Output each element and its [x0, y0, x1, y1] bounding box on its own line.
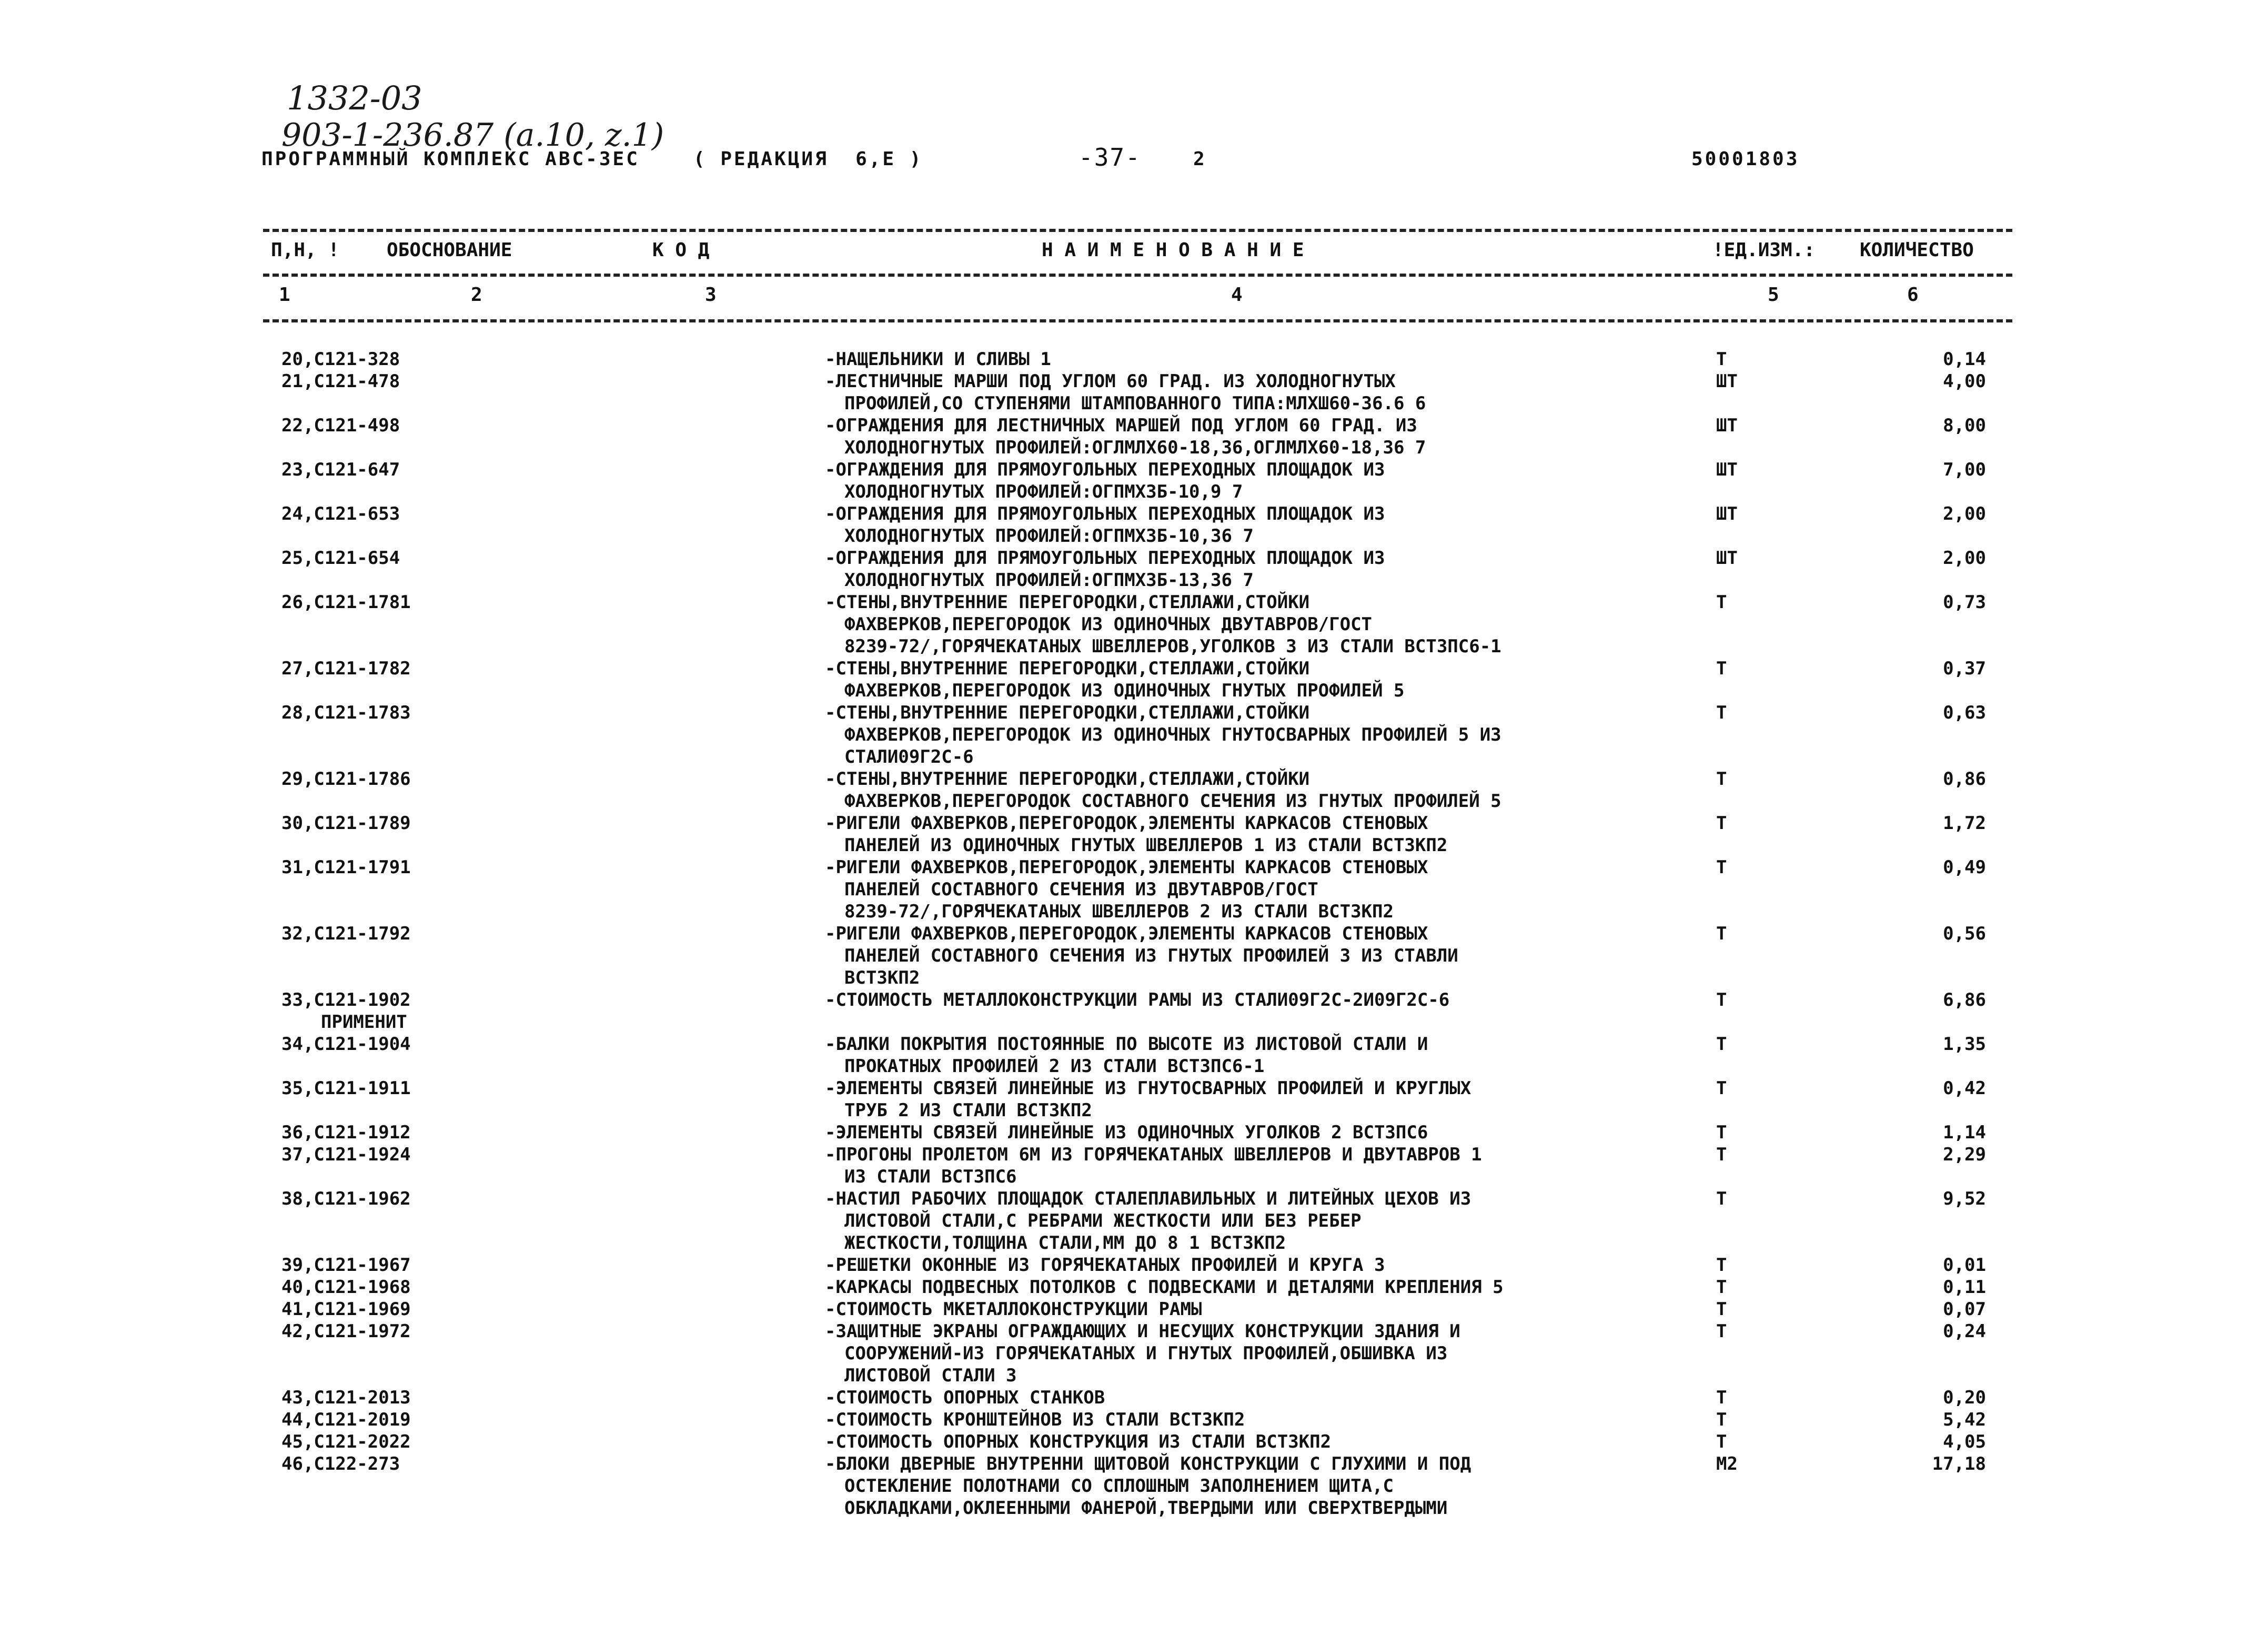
row-name-line: -ОГРАЖДЕНИЯ ДЛЯ ПРЯМОУГОЛЬНЫХ ПЕРЕХОДНЫХ ПЛОЩАДОК ИЗ	[825, 503, 1385, 524]
row-name-line: -ЭЛЕМЕНТЫ СВЯЗЕЙ ЛИНЕЙНЫЕ ИЗ ОДИНОЧНЫХ УГОЛКОВ 2 ВСТ3ПС6	[825, 1122, 1428, 1143]
row-name-line: ХОЛОДНОГНУТЫХ ПРОФИЛЕЙ:ОГПМХ3Б-10,36 7	[844, 526, 1254, 547]
row-unit: Т	[1716, 769, 1727, 790]
row-unit: Т	[1716, 1277, 1727, 1298]
row-qty: 0,37	[1943, 658, 1986, 679]
row-ref: 21,С121-478	[281, 371, 400, 392]
col-header-qty: КОЛИЧЕСТВО	[1860, 239, 1974, 261]
row-name-line: -СТОИМОСТЬ ОПОРНЫХ СТАНКОВ	[825, 1387, 1105, 1408]
handwritten-project-code: 903-1-236.87 (a.10, z.1)	[281, 117, 664, 154]
row-qty: 0,73	[1943, 592, 1986, 613]
row-name-line: -РИГЕЛИ ФАХВЕРКОВ,ПЕРЕГОРОДОК,ЭЛЕМЕНТЫ КАРКАСОВ СТЕНОВЫХ	[825, 813, 1428, 834]
row-name-line: -ПРОГОНЫ ПРОЛЕТОМ 6М ИЗ ГОРЯЧЕКАТАНЫХ ШВЕЛЛЕРОВ И ДВУТАВРОВ 1	[825, 1144, 1482, 1165]
row-ref: 29,С121-1786	[281, 769, 411, 790]
row-name-line: -СТЕНЫ,ВНУТРЕННИЕ ПЕРЕГОРОДКИ,СТЕЛЛАЖИ,СТОЙКИ	[825, 658, 1310, 679]
row-unit: Т	[1716, 1144, 1727, 1165]
row-unit: Т	[1716, 813, 1727, 834]
row-qty: 17,18	[1932, 1453, 1986, 1474]
row-qty: 0,42	[1943, 1078, 1986, 1099]
row-name-line: ПРОКАТНЫХ ПРОФИЛЕЙ 2 ИЗ СТАЛИ ВСТ3ПС6-1	[844, 1056, 1265, 1077]
row-name-line: -ОГРАЖДЕНИЯ ДЛЯ ЛЕСТНИЧНЫХ МАРШЕЙ ПОД УГЛОМ 60 ГРАД. ИЗ	[825, 415, 1417, 436]
row-name-line: ВСТ3КП2	[844, 967, 920, 988]
row-qty: 1,14	[1943, 1122, 1986, 1143]
col-header-code: К О Д	[652, 239, 710, 261]
row-unit: Т	[1716, 989, 1727, 1011]
row-qty: 0,11	[1943, 1277, 1986, 1298]
row-name-line: ФАХВЕРКОВ,ПЕРЕГОРОДОК ИЗ ОДИНОЧНЫХ ДВУТАВРОВ/ГОСТ	[844, 614, 1373, 635]
row-name-line: ЛИСТОВОЙ СТАЛИ 3	[844, 1365, 1017, 1386]
row-name-line: ФАХВЕРКОВ,ПЕРЕГОРОДОК ИЗ ОДИНОЧНЫХ ГНУТЫХ ПРОФИЛЕЙ 5	[844, 680, 1405, 701]
row-qty: 8,00	[1943, 415, 1986, 436]
row-name-line: -НАЩЕЛЬНИКИ И СЛИВЫ 1	[825, 349, 1051, 370]
edition-label: ( РЕДАКЦИЯ 6,Е )	[693, 148, 923, 170]
row-unit: ШТ	[1716, 415, 1738, 436]
row-ref: 23,С121-647	[281, 459, 400, 480]
row-ref: 40,С121-1968	[281, 1277, 411, 1298]
document-id: 50001803	[1691, 148, 1800, 170]
row-name-line: ХОЛОДНОГНУТЫХ ПРОФИЛЕЙ:ОГПМХ3Б-13,36 7	[844, 570, 1254, 591]
row-name-line: ОСТЕКЛЕНИЕ ПОЛОТНАМИ СО СПЛОШНЫМ ЗАПОЛНЕНИЕМ ЩИТА,С	[844, 1476, 1394, 1497]
row-qty: 2,29	[1943, 1144, 1986, 1165]
row-ref-note: ПРИМЕНИТ	[321, 1012, 407, 1033]
row-ref: 35,С121-1911	[281, 1078, 411, 1099]
row-qty: 1,35	[1943, 1034, 1986, 1055]
row-name-line: -РИГЕЛИ ФАХВЕРКОВ,ПЕРЕГОРОДОК,ЭЛЕМЕНТЫ КАРКАСОВ СТЕНОВЫХ	[825, 923, 1428, 944]
row-qty: 0,63	[1943, 702, 1986, 723]
row-ref: 43,С121-2013	[281, 1387, 411, 1408]
row-name-line: ФАХВЕРКОВ,ПЕРЕГОРОДОК СОСТАВНОГО СЕЧЕНИЯ ИЗ ГНУТЫХ ПРОФИЛЕЙ 5	[844, 791, 1501, 812]
row-name-line: -СТОИМОСТЬ МКЕТАЛЛОКОНСТРУКЦИИ РАМЫ	[825, 1299, 1202, 1320]
row-name-line: СТАЛИ09Г2С-6	[844, 746, 974, 767]
row-ref: 30,С121-1789	[281, 813, 411, 834]
col-index-2: 2	[471, 284, 482, 306]
row-name-line: -БАЛКИ ПОКРЫТИЯ ПОСТОЯННЫЕ ПО ВЫСОТЕ ИЗ ЛИСТОВОЙ СТАЛИ И	[825, 1034, 1428, 1055]
row-ref: 27,С121-1782	[281, 658, 411, 679]
row-qty: 0,01	[1943, 1255, 1986, 1276]
row-name-line: -СТОИМОСТЬ ОПОРНЫХ КОНСТРУКЦИЯ ИЗ СТАЛИ ВСТ3КП2	[825, 1431, 1332, 1452]
row-ref: 39,С121-1967	[281, 1255, 411, 1276]
row-qty: 0,56	[1943, 923, 1986, 944]
row-qty: 0,14	[1943, 349, 1986, 370]
col-header-num: П,Н, !	[271, 239, 340, 261]
row-ref: 34,С121-1904	[281, 1034, 411, 1055]
row-name-line: -ЛЕСТНИЧНЫЕ МАРШИ ПОД УГЛОМ 60 ГРАД. ИЗ ХОЛОДНОГНУТЫХ	[825, 371, 1396, 392]
row-ref: 31,С121-1791	[281, 857, 411, 878]
row-name-line: 8239-72/,ГОРЯЧЕКАТАНЫХ ШВЕЛЛЕРОВ,УГОЛКОВ 3 ИЗ СТАЛИ ВСТ3ПС6-1	[844, 636, 1501, 657]
row-qty: 0,86	[1943, 769, 1986, 790]
program-title: ПРОГРАММНЫЙ КОМПЛЕКС АВС-3ЕС	[261, 148, 640, 170]
row-unit: ШТ	[1716, 503, 1738, 524]
handwritten-top-number: 1332-03	[287, 79, 422, 117]
row-name-line: СООРУЖЕНИЙ-ИЗ ГОРЯЧЕКАТАНЫХ И ГНУТЫХ ПРОФИЛЕЙ,ОБШИВКА ИЗ	[844, 1343, 1448, 1364]
row-ref: 22,С121-498	[281, 415, 400, 436]
row-unit: Т	[1716, 1299, 1727, 1320]
row-unit: Т	[1716, 1122, 1727, 1143]
row-ref: 24,С121-653	[281, 503, 400, 524]
row-unit: Т	[1716, 1188, 1727, 1209]
row-ref: 33,С121-1902	[281, 989, 411, 1011]
row-ref: 42,С121-1972	[281, 1321, 411, 1342]
row-ref: 37,С121-1924	[281, 1144, 411, 1165]
row-qty: 9,52	[1943, 1188, 1986, 1209]
row-qty: 1,72	[1943, 813, 1986, 834]
col-header-name: Н А И М Е Н О В А Н И Е	[1042, 239, 1304, 261]
row-name-line: -НАСТИЛ РАБОЧИХ ПЛОЩАДОК СТАЛЕПЛАВИЛЬНЫХ И ЛИТЕЙНЫХ ЦЕХОВ ИЗ	[825, 1188, 1471, 1209]
row-ref: 25,С121-654	[281, 548, 400, 569]
row-ref: 32,С121-1792	[281, 923, 411, 944]
row-name-line: ТРУБ 2 ИЗ СТАЛИ ВСТ3КП2	[844, 1100, 1092, 1121]
row-name-line: -РИГЕЛИ ФАХВЕРКОВ,ПЕРЕГОРОДОК,ЭЛЕМЕНТЫ КАРКАСОВ СТЕНОВЫХ	[825, 857, 1428, 878]
row-name-line: -РЕШЕТКИ ОКОННЫЕ ИЗ ГОРЯЧЕКАТАНЫХ ПРОФИЛЕЙ И КРУГА 3	[825, 1255, 1385, 1276]
row-unit: М2	[1716, 1453, 1738, 1474]
row-unit: Т	[1716, 1431, 1727, 1452]
row-unit: Т	[1716, 1409, 1727, 1430]
row-name-line: 8239-72/,ГОРЯЧЕКАТАНЫХ ШВЕЛЛЕРОВ 2 ИЗ СТАЛИ ВСТ3КП2	[844, 901, 1394, 922]
row-unit: Т	[1716, 1387, 1727, 1408]
row-name-line: -СТЕНЫ,ВНУТРЕННИЕ ПЕРЕГОРОДКИ,СТЕЛЛАЖИ,СТОЙКИ	[825, 769, 1310, 790]
row-name-line: -СТЕНЫ,ВНУТРЕННИЕ ПЕРЕГОРОДКИ,СТЕЛЛАЖИ,СТОЙКИ	[825, 702, 1310, 723]
row-qty: 0,20	[1943, 1387, 1986, 1408]
row-name-line: -ЗАЩИТНЫЕ ЭКРАНЫ ОГРАЖДАЮЩИХ И НЕСУЩИХ КОНСТРУКЦИИ ЗДАНИЯ И	[825, 1321, 1460, 1342]
row-unit: ШТ	[1716, 548, 1738, 569]
row-ref: 38,С121-1962	[281, 1188, 411, 1209]
row-ref: 45,С121-2022	[281, 1431, 411, 1452]
col-index-1: 1	[279, 284, 290, 306]
row-unit: ШТ	[1716, 371, 1738, 392]
row-ref: 20,С121-328	[281, 349, 400, 370]
row-qty: 0,49	[1943, 857, 1986, 878]
row-name-line: ПАНЕЛЕЙ СОСТАВНОГО СЕЧЕНИЯ ИЗ ГНУТЫХ ПРОФИЛЕЙ 3 ИЗ СТАВЛИ	[844, 945, 1458, 966]
row-unit: Т	[1716, 1034, 1727, 1055]
row-name-line: -СТЕНЫ,ВНУТРЕННИЕ ПЕРЕГОРОДКИ,СТЕЛЛАЖИ,СТОЙКИ	[825, 592, 1310, 613]
row-name-line: -СТОИМОСТЬ КРОНШТЕЙНОВ ИЗ СТАЛИ ВСТ3КП2	[825, 1409, 1245, 1430]
row-qty: 4,00	[1943, 371, 1986, 392]
row-name-line: ПАНЕЛЕЙ ИЗ ОДИНОЧНЫХ ГНУТЫХ ШВЕЛЛЕРОВ 1 ИЗ СТАЛИ ВСТ3КП2	[844, 835, 1448, 856]
row-name-line: -ЭЛЕМЕНТЫ СВЯЗЕЙ ЛИНЕЙНЫЕ ИЗ ГНУТОСВАРНЫХ ПРОФИЛЕЙ И КРУГЛЫХ	[825, 1078, 1471, 1099]
row-ref: 46,С122-273	[281, 1453, 400, 1474]
row-qty: 0,24	[1943, 1321, 1986, 1342]
row-name-line: ЛИСТОВОЙ СТАЛИ,С РЕБРАМИ ЖЕСТКОСТИ ИЛИ БЕЗ РЕБЕР	[844, 1210, 1362, 1231]
row-qty: 4,05	[1943, 1431, 1986, 1452]
row-name-line: -КАРКАСЫ ПОДВЕСНЫХ ПОТОЛКОВ С ПОДВЕСКАМИ И ДЕТАЛЯМИ КРЕПЛЕНИЯ 5	[825, 1277, 1504, 1298]
row-name-line: -БЛОКИ ДВЕРНЫЕ ВНУТРЕННИ ЩИТОВОЙ КОНСТРУКЦИИ С ГЛУХИМИ И ПОД	[825, 1453, 1471, 1474]
row-unit: Т	[1716, 658, 1727, 679]
row-name-line: -СТОИМОСТЬ МЕТАЛЛОКОНСТРУКЦИИ РАМЫ ИЗ СТАЛИ09Г2С-2И09Г2С-6	[825, 989, 1450, 1011]
col-index-3: 3	[705, 284, 717, 306]
row-ref: 36,С121-1912	[281, 1122, 411, 1143]
row-name-line: ИЗ СТАЛИ ВСТ3ПС6	[844, 1166, 1017, 1187]
row-unit: Т	[1716, 923, 1727, 944]
row-qty: 2,00	[1943, 503, 1986, 524]
row-name-line: ПАНЕЛЕЙ СОСТАВНОГО СЕЧЕНИЯ ИЗ ДВУТАВРОВ/ГОСТ	[844, 879, 1318, 900]
row-name-line: ОБКЛАДКАМИ,ОКЛЕЕННЫМИ ФАНЕРОЙ,ТВЕРДЫМИ ИЛИ СВЕРХТВЕРДЫМИ	[844, 1498, 1448, 1519]
row-qty: 6,86	[1943, 989, 1986, 1011]
table-top-rule	[263, 229, 2012, 232]
sheet-number: 2	[1193, 148, 1207, 170]
row-name-line: ХОЛОДНОГНУТЫХ ПРОФИЛЕЙ:ОГЛМЛХ60-18,36,ОГЛМЛХ60-18,36 7	[844, 437, 1426, 458]
row-ref: 28,С121-1783	[281, 702, 411, 723]
row-name-line: ЖЕСТКОСТИ,ТОЛЩИНА СТАЛИ,ММ ДО 8 1 ВСТ3КП2	[844, 1232, 1286, 1254]
row-unit: Т	[1716, 592, 1727, 613]
row-unit: Т	[1716, 702, 1727, 723]
row-name-line: -ОГРАЖДЕНИЯ ДЛЯ ПРЯМОУГОЛЬНЫХ ПЕРЕХОДНЫХ ПЛОЩАДОК ИЗ	[825, 459, 1385, 480]
row-unit: Т	[1716, 1078, 1727, 1099]
row-ref: 44,С121-2019	[281, 1409, 411, 1430]
row-unit: Т	[1716, 1255, 1727, 1276]
col-header-basis: ОБОСНОВАНИЕ	[387, 239, 512, 261]
row-name-line: ПРОФИЛЕЙ,СО СТУПЕНЯМИ ШТАМПОВАННОГО ТИПА:МЛХШ60-36.6 6	[844, 393, 1426, 414]
page-number: -37-	[1078, 143, 1141, 171]
row-unit: Т	[1716, 1321, 1727, 1342]
row-qty: 5,42	[1943, 1409, 1986, 1430]
row-unit: ШТ	[1716, 459, 1738, 480]
row-qty: 2,00	[1943, 548, 1986, 569]
row-qty: 7,00	[1943, 459, 1986, 480]
row-name-line: -ОГРАЖДЕНИЯ ДЛЯ ПРЯМОУГОЛЬНЫХ ПЕРЕХОДНЫХ ПЛОЩАДОК ИЗ	[825, 548, 1385, 569]
col-header-unit: !ЕД.ИЗМ.:	[1712, 239, 1816, 261]
row-qty: 0,07	[1943, 1299, 1986, 1320]
row-ref: 41,С121-1969	[281, 1299, 411, 1320]
row-unit: Т	[1716, 349, 1727, 370]
row-unit: Т	[1716, 857, 1727, 878]
row-ref: 26,С121-1781	[281, 592, 411, 613]
table-body-rule	[263, 319, 2012, 322]
col-index-5: 5	[1768, 284, 1779, 306]
col-index-6: 6	[1907, 284, 1919, 306]
row-name-line: ХОЛОДНОГНУТЫХ ПРОФИЛЕЙ:ОГПМХ3Б-10,9 7	[844, 481, 1243, 502]
col-index-4: 4	[1231, 284, 1243, 306]
table-header-rule	[263, 274, 2012, 277]
row-name-line: ФАХВЕРКОВ,ПЕРЕГОРОДОК ИЗ ОДИНОЧНЫХ ГНУТОСВАРНЫХ ПРОФИЛЕЙ 5 ИЗ	[844, 724, 1501, 745]
